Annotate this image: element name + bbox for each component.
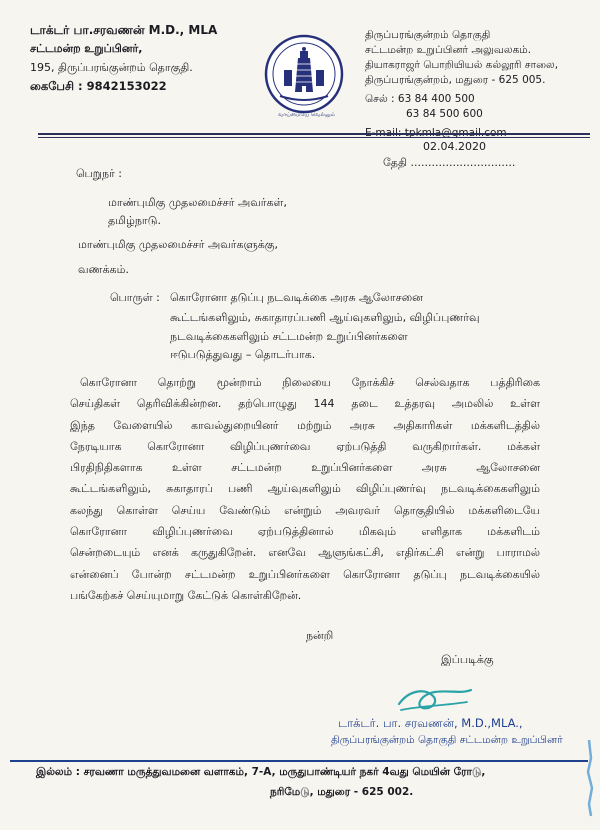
date-label: தேதி ..............................: [383, 156, 516, 169]
body-line: சென்றடையும் எனக் கருதுகிறேன். எனவே ஆளுங்கட்சி, எதிர்கட்சி என்று பாராமல்: [70, 546, 540, 560]
body-line: இந்த வேளையில் காவல்துறையினர் மற்றும் அரசு அதிகாரிகள் மக்களிடத்தில்: [70, 418, 540, 432]
office-line-2: சட்டமன்ற உறுப்பினர் அலுவலகம்.: [365, 44, 532, 56]
body-line: நேரடியாக கொரோனா விழிப்புணர்வை ஏற்படுத்தி வருகிறார்கள். மக்கள்: [70, 439, 540, 453]
subject-line: ஈடுபடுத்துவது – தொடர்பாக.: [170, 348, 316, 361]
body-line: கொரோனா தொற்று மூன்றாம் நிலையை நோக்கிச் செல்வதாக பத்திரிகை: [80, 376, 540, 389]
subject-line: நடவடிக்கைகளிலும் சட்டமன்ற உறுப்பினர்களை: [170, 330, 408, 343]
subject-line: கூட்டங்களிலும், சுகாதாரப்பணி ஆய்வுகளிலும், விழிப்புணர்வு: [170, 311, 480, 324]
recipient-line-1: மாண்புமிகு முதலமைச்சர் அவர்கள்,: [108, 196, 287, 209]
residence-address-line-2: நரிமேடு, மதுரை - 625 002.: [270, 786, 414, 798]
recipient-line-2: தமிழ்நாடு.: [108, 214, 161, 227]
emblem-motto: வாய்மையே வெல்லும்: [278, 112, 336, 118]
header-divider-thin: [38, 137, 590, 138]
sender-role: சட்டமன்ற உறுப்பினர்,: [30, 42, 143, 55]
sign-off-text: இப்படிக்கு: [441, 653, 494, 666]
office-line-1: திருப்பரங்குன்றம் தொகுதி: [365, 29, 491, 41]
sender-block: [30, 22, 260, 96]
office-cell-2: 63 84 500 600: [406, 108, 483, 120]
footer-divider: [10, 760, 588, 762]
office-block: [365, 28, 595, 141]
subject-label: பொருள் :: [110, 291, 160, 304]
body-line: பங்கேற்கச் செய்யுமாறு கேட்டுக் கொள்கிறேன்.: [70, 588, 302, 602]
office-line-4: திருப்பரங்குன்றம், மதுரை - 625 005.: [365, 74, 546, 86]
subject-line: கொரோனா தடுப்பு நடவடிக்கை அரசு ஆலோசனை: [170, 291, 423, 304]
office-cell-1: செல் : 63 84 400 500: [365, 93, 475, 105]
thanks-text: நன்றி: [306, 629, 334, 642]
office-line-3: தியாகராஜர் பொறியியல் கல்லூரி சாலை,: [365, 59, 559, 71]
handwritten-signature-icon: [395, 680, 475, 720]
signatory-title: திருப்பரங்குன்றம் தொகுதி சட்டமன்ற உறுப்பினர்: [331, 734, 563, 746]
letter-body: [70, 372, 540, 606]
letter-date: 02.04.2020: [423, 140, 486, 153]
body-line: கலந்து கொள்ள செய்ய வேண்டும் என்றும் அவரவர் தொகுதியில் மக்களிடையே: [70, 503, 540, 517]
signatory-name: டாக்டர். பா. சரவணன், M.D.,MLA.,: [338, 716, 523, 730]
salutation-line: மாண்புமிகு முதலமைச்சர் அவர்களுக்கு,: [78, 238, 278, 251]
body-line: பிரதிநிதிகளாக உள்ள சட்டமன்ற உறுப்பினர்களை அரசு ஆலோசனை: [70, 461, 540, 475]
sender-phone: கைபேசி : 9842153022: [30, 79, 167, 93]
header-divider: [38, 133, 590, 135]
residence-address-line-1: இல்லம் : சரவணா மருத்துவமனை வளாகம், 7-A, மருதுபாண்டியர் நகர் 4வது மெயின் ரோடு,: [36, 766, 486, 778]
body-line: கூட்டங்களிலும், சுகாதாரப் பணி ஆய்வுகளிலும் விழிப்புணர்வு நடவடிக்கைகளிலும்: [70, 482, 540, 496]
stamp-edge-mark: [582, 738, 596, 818]
body-line: கொரோனா விழிப்புணர்வை ஏற்படுத்தினால் மிகவும் எளிதாக மக்களிடம்: [70, 525, 540, 539]
tamil-nadu-emblem-icon: [264, 34, 344, 114]
body-line: என்னைப் போன்ற சட்டமன்ற உறுப்பினர்களை கொரோனா தடுப்பு நடவடிக்கையில்: [70, 567, 540, 581]
greeting: வணக்கம்.: [78, 263, 129, 276]
body-line: செய்திகள் தெரிவிக்கின்றன. தற்பொழுது 144 தடை உத்தரவு அமலில் உள்ள: [70, 397, 540, 411]
sender-name: டாக்டர் பா.சரவணன் M.D., MLA: [30, 23, 218, 37]
sender-constituency: 195, திருப்பரங்குன்றம் தொகுதி.: [30, 61, 193, 74]
to-label: பெறுநர் :: [76, 167, 122, 180]
